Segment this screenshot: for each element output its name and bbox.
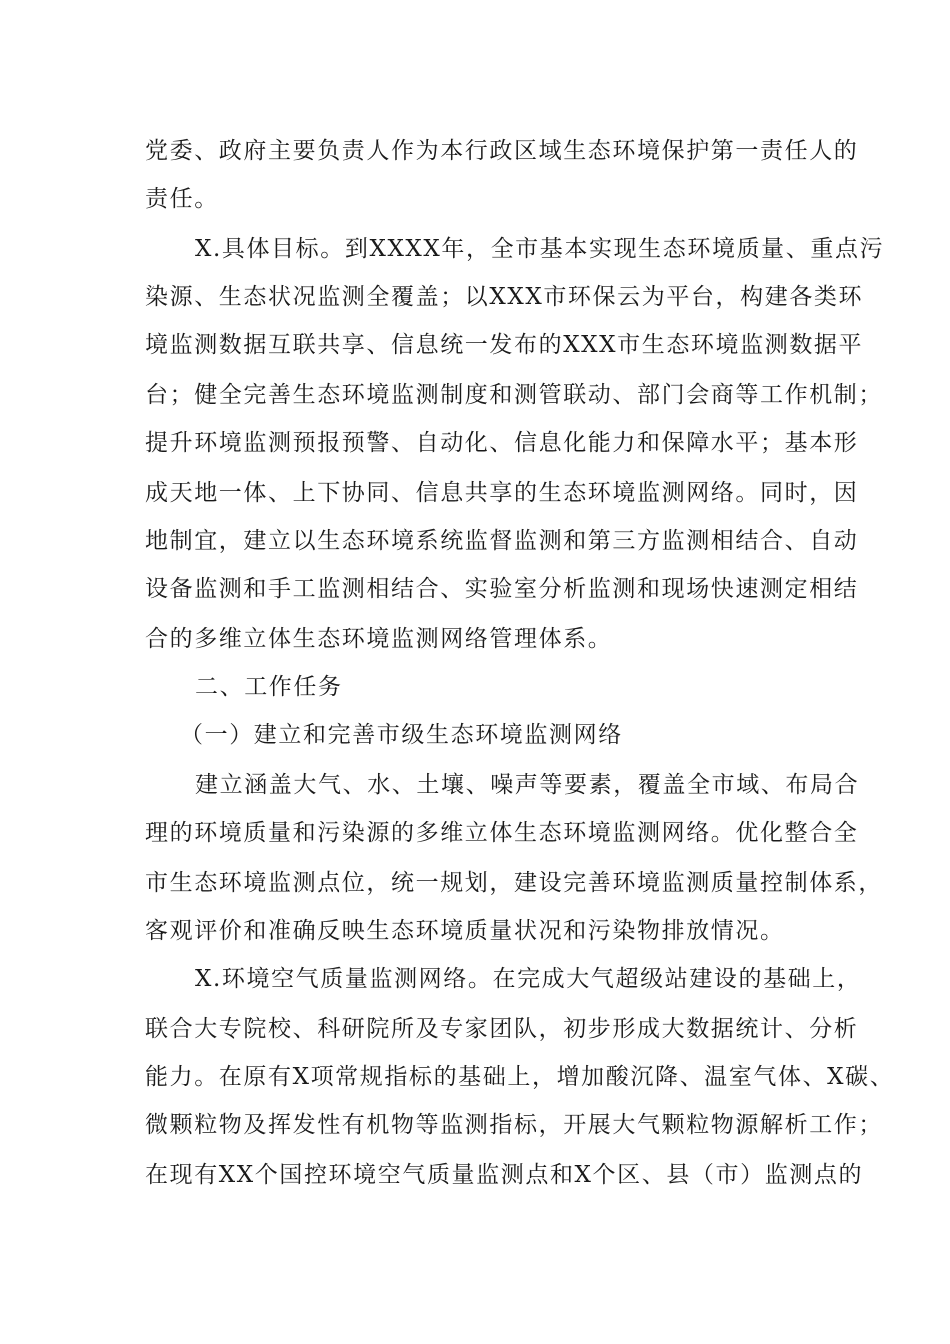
text-line: 成天地一体、上下协同、信息共享的生态环境监测网络。同时，因 xyxy=(145,480,859,506)
text-line: 设备监测和手工监测相结合、实验室分析监测和现场快速测定相结 xyxy=(145,576,859,602)
text-line: X.环境空气质量监测网络。在完成大气超级站建设的基础上， xyxy=(195,966,862,992)
text-line: 台；健全完善生态环境监测制度和测管联动、部门会商等工作机制； xyxy=(145,382,883,408)
text-line: 联合大专院校、科研院所及专家团队，初步形成大数据统计、分析 xyxy=(145,1016,859,1042)
text-line: 责任。 xyxy=(145,186,219,212)
text-line: X.具体目标。到XXXX年，全市基本实现生态环境质量、重点污 xyxy=(195,236,885,262)
text-line: 建立涵盖大气、水、土壤、噪声等要素，覆盖全市域、布局合 xyxy=(195,772,860,798)
text-line: 提升环境监测预报预警、自动化、信息化能力和保障水平；基本形 xyxy=(145,430,859,456)
text-line: 微颗粒物及挥发性有机物等监测指标，开展大气颗粒物源解析工作； xyxy=(145,1112,883,1138)
text-line: 在现有XX个国控环境空气质量监测点和X个区、县（市）监测点的 xyxy=(145,1162,864,1188)
text-line: 地制宜，建立以生态环境系统监督监测和第三方监测相结合、自动 xyxy=(145,528,859,554)
text-line: 客观评价和准确反映生态环境质量状况和污染物排放情况。 xyxy=(145,918,785,944)
text-line: 染源、生态状况监测全覆盖；以XXX市环保云为平台，构建各类环 xyxy=(145,284,864,310)
text-line: 市生态环境监测点位，统一规划，建设完善环境监测质量控制体系， xyxy=(145,870,883,896)
text-line: 能力。在原有X项常规指标的基础上，增加酸沉降、温室气体、X碳、 xyxy=(145,1064,895,1090)
section-heading: 二、工作任务 xyxy=(195,674,343,700)
subsection-heading: （一）建立和完善市级生态环境监测网络 xyxy=(180,722,623,748)
text-line: 党委、政府主要负责人作为本行政区域生态环境保护第一责任人的 xyxy=(145,138,859,164)
text-line: 理的环境质量和污染源的多维立体生态环境监测网络。优化整合全 xyxy=(145,820,859,846)
text-line: 合的多维立体生态环境监测网络管理体系。 xyxy=(145,626,613,652)
text-line: 境监测数据互联共享、信息统一发布的XXX市生态环境监测数据平 xyxy=(145,332,864,358)
